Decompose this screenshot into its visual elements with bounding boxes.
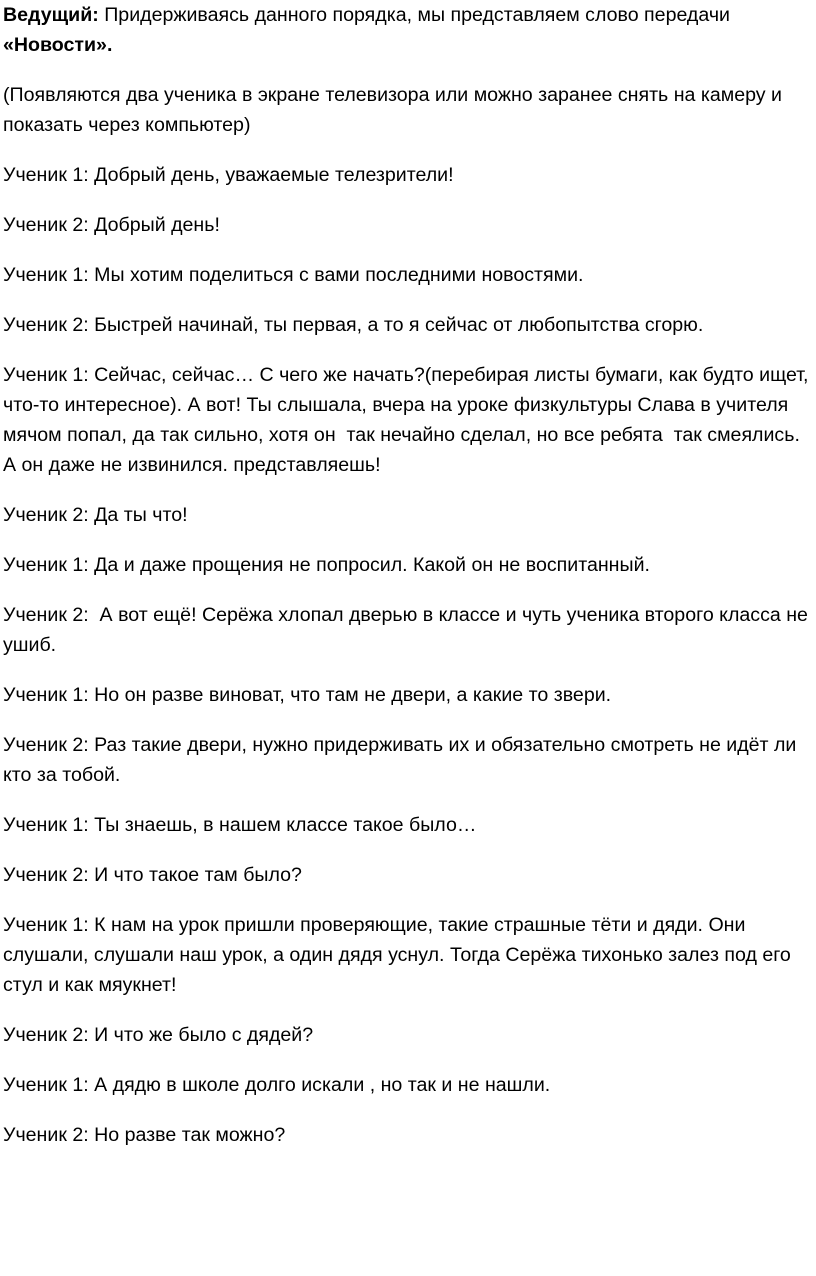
dialogue-line: Ученик 2: И что же было с дядей? (3, 1024, 314, 1046)
dialogue-line: Ученик 1: А дядю в школе долго искали , но так и не нашли. (3, 1074, 551, 1096)
dialogue-line: Ученик 2: Быстрей начинай, ты первая, а то я сейчас от любопытства сгорю. (3, 314, 704, 336)
stage-direction: (Появляются два ученика в экране телевизора или можно заранее снять на камеру и показать через компьютер) (3, 84, 788, 136)
dialogue-line: Ученик 1: Добрый день, уважаемые телезрители! (3, 164, 454, 186)
dialogue-line: Ученик 1: Да и даже прощения не попросил. Какой он не воспитанный. (3, 554, 650, 576)
program-name: «Новости». (3, 34, 113, 56)
dialogue-line: Ученик 2: Но разве так можно? (3, 1124, 286, 1146)
intro-paragraph (3, 0, 810, 60)
dialogue-line: Ученик 1: Мы хотим поделиться с вами последними новостями. (3, 264, 584, 286)
speaker-label: Ведущий: (3, 4, 99, 26)
intro-text: Придерживаясь данного порядка, мы представляем слово передачи (98, 4, 736, 26)
dialogue-line: Ученик 1: Ты знаешь, в нашем классе такое было… (3, 814, 477, 836)
dialogue-line: Ученик 2: А вот ещё! Серёжа хлопал дверью в классе и чуть ученика второго класса не ушиб. (3, 604, 814, 656)
dialogue-line: Ученик 1: Сейчас, сейчас… С чего же начать?(перебирая листы бумаги, как будто ищет, что-то интересное). А вот! Ты слышала, вчера на уроке физкультуры Слава в учителя мячом попал, да так сильно, хотя он так нечайно сделал, но все ребята так смеялись. А он даже не извинился. представляешь! (3, 364, 814, 476)
dialogue-line: Ученик 1: К нам на урок пришли проверяющие, такие страшные тёти и дяди. Они слушали, слушали наш урок, а один дядя уснул. Тогда Серёжа тихонько залез под его стул и как мяукнет! (3, 914, 797, 996)
dialogue-line: Ученик 2: И что такое там было? (3, 864, 302, 886)
dialogue-line: Ученик 1: Но он разве виноват, что там не двери, а какие то звери. (3, 684, 612, 706)
dialogue-line: Ученик 2: Раз такие двери, нужно придерживать их и обязательно смотреть не идёт ли кто за тобой. (3, 734, 802, 786)
dialogue-line: Ученик 2: Да ты что! (3, 504, 188, 526)
dialogue-line: Ученик 2: Добрый день! (3, 214, 220, 236)
